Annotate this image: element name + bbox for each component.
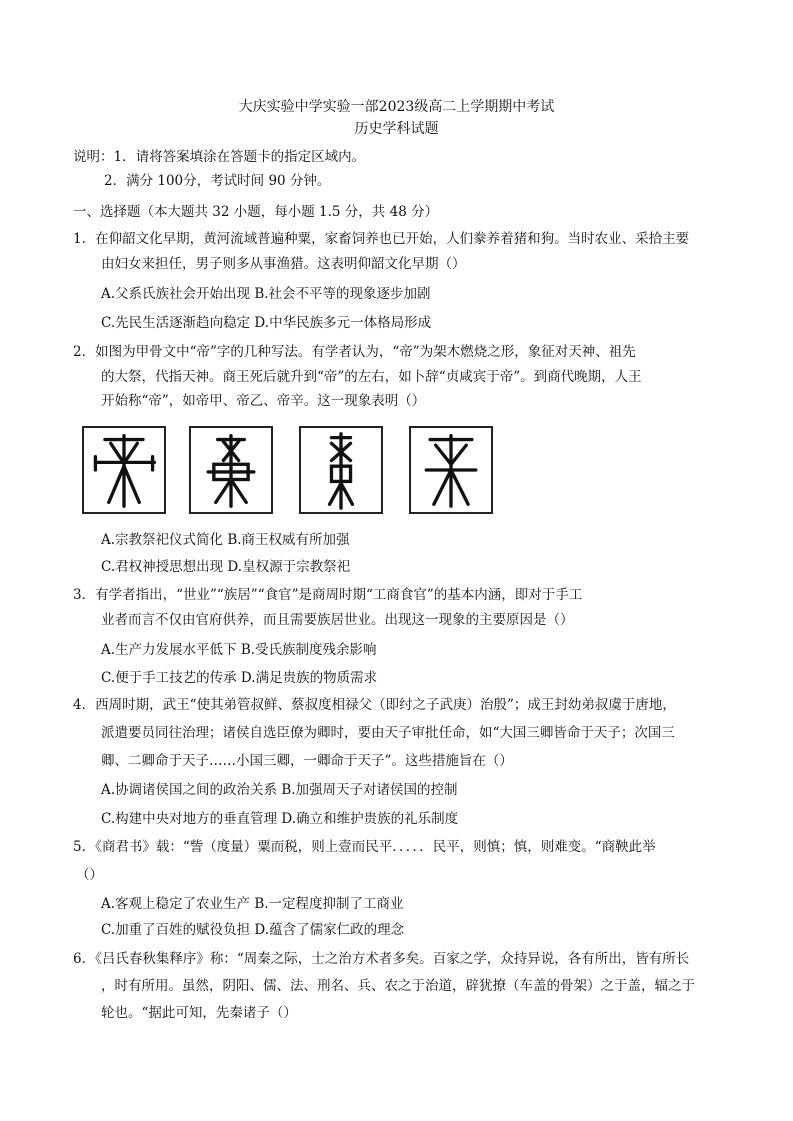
q1-option-cd: C.先民生活逐渐趋向稳定 D.中华民族多元一体格局形成 [101,315,432,331]
q4-option-ab: A.协调诸侯国之间的政治关系 B.加强周天子对诸侯国的控制 [101,782,458,798]
q6-line-3: 轮也。“据此可知，先秦诸子（） [101,1005,297,1021]
q2-option-ab: A.宗教祭祀仪式简化 B.商王权威有所加强 [101,532,350,548]
q4-option-cd: C.构建中央对地方的垂直管理 D.确立和维护贵族的礼乐制度 [101,811,459,827]
instruction-line-1: 说明：1．请将答案填涂在答题卡的指定区域内。 [73,149,366,165]
q4-line-3: 卿、二卿命于天子……小国三卿，一卿命于天子”。这些措施旨在（） [101,753,513,769]
q1-line-1: 1．在仰韶文化早期，黄河流域普遍种粟，家畜饲养也已开始，人们豢养着猪和狗。当时农业、采拾主要 [73,231,690,247]
q5-line-1: 5．《商君书》载：“訾（度量）粟而税，则上壹而民平．．．．．民平，则慎；慎，则难变。“商鞅此举 [73,839,656,855]
q5-line-2: （） [76,867,103,883]
q2-line-2: 的大祭，代指天神。商王死后就升到“帝”的左右，如卜辞“贞咸宾于帝”。到商代晚期，人王 [101,369,642,385]
exam-title: 大庆实验中学实验一部2023级高二上学期期中考试 [238,99,555,115]
q4-line-1: 4．西周时期，武王“使其弟管叔鲜、蔡叔度相禄父（即纣之子武庚）治殷”；成王封幼弟叔虞于唐地， [73,697,676,713]
q1-option-ab: A.父系氏族社会开始出现 B.社会不平等的现象逐步加剧 [101,286,431,302]
oracle-glyph-di-1 [82,426,166,514]
section-heading: 一、选择题（本大题共 32 小题，每小题 1.5 分，共 48 分） [73,204,439,220]
exam-subtitle: 历史学科试题 [354,121,439,137]
oracle-glyph-di-2 [189,426,273,514]
q3-option-cd: C.便于手工技艺的传承 D.满足贵族的物质需求 [101,670,378,686]
q5-option-cd: C.加重了百姓的赋役负担 D.蕴含了儒家仁政的理念 [101,922,405,938]
instruction-line-2: 2．满分 100分，考试时间 90 分钟。 [104,173,331,189]
q6-line-1: 6．《吕氏春秋集释序》称：“周秦之际，士之治方术者多矣。百家之学，众持异说，各有所出，皆有所长 [73,951,690,967]
q2-line-3: 开始称“帝”，如帝甲、帝乙、帝辛。这一现象表明（） [101,393,426,409]
q3-line-1: 3．有学者指出，“世业”“族居”“食官”是商周时期“工商食官”的基本内涵，即对于手工 [73,587,583,603]
q2-line-1: 2．如图为甲骨文中“帝”字的几种写法。有学者认为，“帝”为架木燃烧之形，象征对天神、祖先 [73,344,636,360]
q4-line-2: 派遣要员同往治理；诸侯自选臣僚为卿时，要由天子审批任命，如“大国三卿皆命于天子；次国三 [101,725,675,741]
oracle-glyph-di-4 [409,426,493,514]
q1-line-2: 由妇女来担任，男子则多从事渔猎。这表明仰韶文化早期（） [101,256,466,272]
q3-option-ab: A.生产力发展水平低下 B.受氏族制度残余影响 [101,642,377,658]
q2-option-cd: C.君权神授思想出现 D.皇权源于宗教祭祀 [101,559,351,575]
q5-option-ab: A.客观上稳定了农业生产 B.一定程度抑制了工商业 [101,896,404,912]
oracle-glyph-di-3 [299,426,383,514]
q3-line-2: 业者而言不仅由官府供养，而且需要族居世业。出现这一现象的主要原因是（） [101,612,574,628]
q6-line-2: ，时有所用。虽然，阴阳、儒、法、刑名、兵、农之于治道，辟犹撩（车盖的骨架）之于盖，辐之于 [101,978,695,994]
